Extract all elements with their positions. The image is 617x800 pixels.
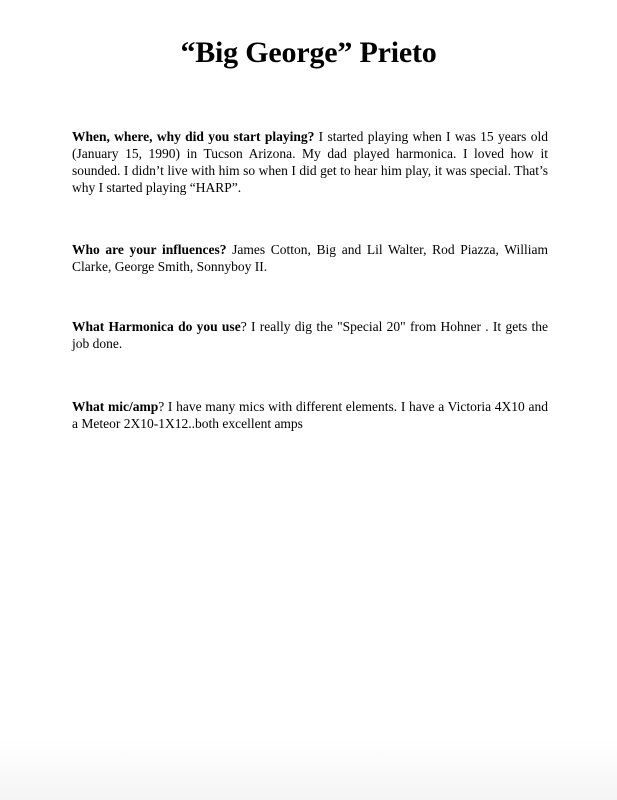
answer-text: ? I really dig the "Special 20" from Hohner . It gets the job done. bbox=[72, 319, 548, 351]
answer-text: I started playing when I was 15 years old (January 15, 1990) in Tucson Arizona. My dad played harmonica. I loved how it sounded. I didn’t live with him so when I did get to hear him play, it was special. That’s why I started playing “HARP”. bbox=[72, 129, 548, 195]
qa-item bbox=[72, 241, 548, 275]
page-bottom-shade bbox=[0, 740, 617, 800]
answer-text: James Cotton, Big and Lil Walter, Rod Piazza, William Clarke, George Smith, Sonnyboy II. bbox=[72, 242, 548, 274]
question-text: When, where, why did you start playing? bbox=[72, 129, 315, 144]
page-title: “Big George” Prieto bbox=[180, 36, 437, 69]
qa-item bbox=[72, 128, 548, 196]
answer-text: ? I have many mics with different elements. I have a Victoria 4X10 and a Meteor 2X10-1X12..both excellent amps bbox=[72, 399, 549, 431]
question-text: What Harmonica do you use bbox=[72, 319, 241, 334]
question-text: What mic/amp bbox=[72, 399, 159, 414]
qa-item bbox=[72, 318, 548, 352]
question-text: Who are your influences? bbox=[72, 242, 227, 257]
qa-item bbox=[72, 398, 548, 432]
